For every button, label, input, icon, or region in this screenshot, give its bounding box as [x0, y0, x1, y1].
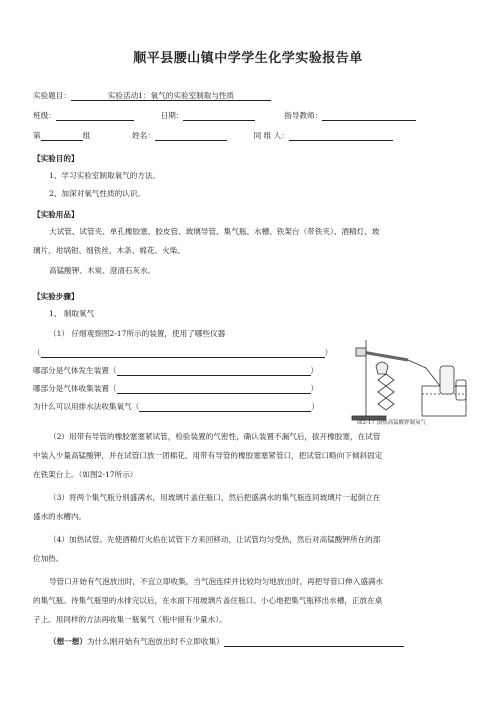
think-text: 为什么刚开始有气泡放出时不立即收集） [86, 637, 224, 646]
page-title: 顺平县腰山镇中学学生化学实验报告单 [133, 51, 363, 66]
gas-jar [440, 366, 454, 394]
class-label: 班级： [33, 111, 56, 120]
topic-field[interactable] [71, 90, 271, 101]
steps-heading: 【实验步骤】 [33, 292, 79, 301]
materials-heading: 【实验用品】 [33, 210, 79, 219]
teacher-field[interactable] [322, 110, 416, 121]
date-label: 日期： [160, 111, 184, 120]
answer-2-field[interactable] [117, 365, 311, 376]
topic-row [33, 90, 271, 101]
answer-1-field[interactable] [41, 347, 325, 358]
step-3-line-1: （3）将两个集气瓶分别盛满水，用玻璃片盖住瓶口，然后把盛满水的集气瓶连同玻璃片一起倒立在 [49, 493, 381, 502]
answer-row-4 [33, 401, 319, 412]
step-3-line-2: 盛水的水槽内。 [33, 512, 87, 521]
question-2: 哪部分是气体发生装置（ [33, 366, 117, 375]
purpose-heading: 【实验目的】 [33, 154, 79, 163]
step-5-line-2: 的集气瓶。待集气瓶里的水排完以后，在水面下用玻璃片盖住瓶口。小心地把集气瓶移出水槽，正放在桌 [33, 596, 383, 605]
step-2-line-2: 中装入少量高锰酸钾，并在试管口放一团棉花，用带有导管的橡胶塞塞紧管口，把试管口略向下倾斜固定 [33, 451, 383, 460]
think-answer-field[interactable] [224, 636, 404, 647]
answer-4-field[interactable] [139, 401, 311, 412]
question-3: 哪部分是气体收集装置（ [33, 384, 117, 393]
materials-line-1: 大试管、试管夹、单孔橡胶塞、胶皮管、玻璃导管、集气瓶、水槽、铁架台（带铁夹）、酒精灯、玻 [49, 227, 380, 236]
group-row [33, 130, 393, 141]
partner-field[interactable] [289, 130, 393, 141]
group-suffix: 组 [82, 131, 91, 140]
lift-stand [378, 374, 394, 410]
figure-caption: 图2-17 加热高锰酸钾制氧气 [357, 420, 427, 426]
answer-1-close: ） [324, 348, 333, 357]
materials-line-3: 高锰酸钾、木炭、澄清石灰水。 [49, 266, 156, 275]
step-5-line-1: 导管口开始有气泡放出时，不宜立即收集，当气泡连续并比较均匀地放出时，再把导管口伸入盛满水 [49, 577, 384, 586]
date-field[interactable] [183, 110, 255, 121]
think-row [49, 636, 404, 647]
name-field[interactable] [155, 130, 227, 141]
answer-row-3 [33, 383, 318, 394]
answer-2-close: ） [310, 366, 319, 375]
tube-clamp [356, 348, 366, 356]
answer-4-close: ） [311, 402, 319, 411]
apparatus-figure [338, 330, 468, 428]
think-label: （想一想） [49, 637, 87, 646]
topic-label: 实验题目： [33, 91, 71, 100]
step-sub-1: 1、 制取氧气 [49, 309, 95, 318]
answer-row-2 [33, 365, 318, 376]
purpose-item-2: 2、加深对氧气性质的认识。 [49, 189, 145, 198]
topic-value: 实验活动1：氧气的实验室制取与性质 [107, 91, 235, 100]
group-prefix: 第 [33, 131, 41, 140]
question-4: 为什么可以用排水法收集氧气（ [33, 402, 140, 411]
spare-jar [456, 380, 466, 400]
answer-3-close: ） [310, 384, 319, 393]
step-5-line-3: 子上。用同样的方法再收集一瓶氧气（瓶中留有少量水）。 [33, 615, 227, 624]
teacher-label: 指导教师： [284, 111, 323, 120]
answer-3-field[interactable] [117, 383, 311, 394]
class-field[interactable] [56, 110, 134, 121]
step-4-line-2: 位加热。 [33, 554, 64, 563]
purpose-item-1: 1、学习实验室制取氧气的方法。 [49, 171, 161, 180]
materials-line-2: 璃片、坩埚钳、细铁丝、木条、棉花、火柴。 [33, 246, 185, 255]
name-label: 姓名： [132, 131, 155, 140]
step-4-line-1: （4）加热试管。先使酒精灯火焰在试管下方来回移动，让试管均匀受热，然后对高锰酸钾所在的部 [49, 535, 381, 544]
class-date-row [33, 110, 416, 121]
answer-row-1 [33, 347, 332, 358]
answer-1-open: （ [33, 348, 41, 357]
alcohol-lamp [376, 362, 388, 374]
group-field[interactable] [41, 130, 83, 141]
test-tube [362, 352, 408, 360]
step-2-line-3: 在铁架台上。（如图2-17所示） [33, 470, 138, 479]
step-2-line-1: （2）用带有导管的橡胶塞塞紧试管，检验装置的气密性，确认装置不漏气后，拔开橡胶塞，在试管 [49, 432, 381, 441]
partner-label: 同 组 人： [253, 131, 289, 140]
question-1: （1） 仔细观察图2-17所示的装置，使用了哪些仪器 [49, 329, 226, 338]
